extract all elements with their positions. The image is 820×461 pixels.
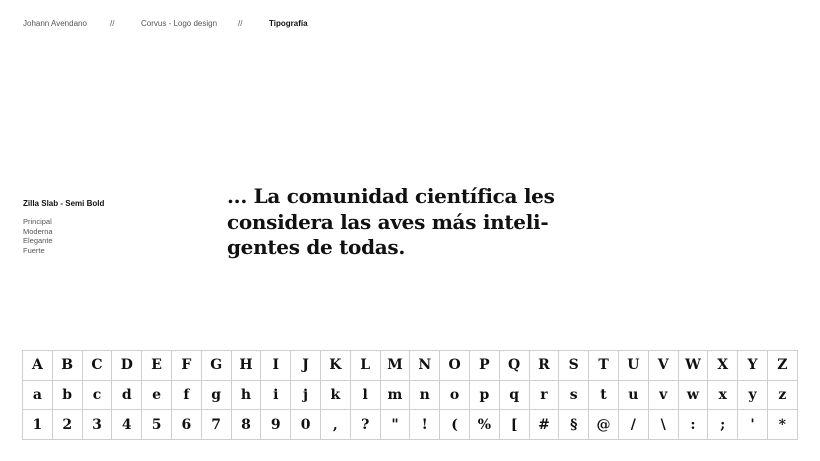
- glyph-cell: H: [232, 351, 262, 381]
- glyph-cell: 2: [53, 410, 83, 440]
- glyph-cell: ,: [321, 410, 351, 440]
- glyph-cell: l: [351, 381, 381, 411]
- glyph-cell: 3: [83, 410, 113, 440]
- glyph-cell: [: [500, 410, 530, 440]
- glyph-cell: 8: [232, 410, 262, 440]
- glyph-cell: ": [381, 410, 411, 440]
- glyph-cell: F: [172, 351, 202, 381]
- glyph-cell: G: [202, 351, 232, 381]
- glyph-cell: C: [83, 351, 113, 381]
- glyph-cell: p: [470, 381, 500, 411]
- glyph-cell: 0: [291, 410, 321, 440]
- glyph-cell: @: [589, 410, 619, 440]
- glyph-cell: *: [768, 410, 798, 440]
- font-trait: Elegante: [23, 236, 53, 245]
- glyph-cell: P: [470, 351, 500, 381]
- glyph-cell: L: [351, 351, 381, 381]
- font-info: [23, 199, 104, 255]
- quote-line: considera las aves más inteli-: [227, 209, 549, 234]
- glyph-cell: Z: [768, 351, 798, 381]
- glyph-cell: J: [291, 351, 321, 381]
- font-trait: Fuerte: [23, 245, 45, 255]
- glyph-cell: k: [321, 381, 351, 411]
- glyph-cell: §: [559, 410, 589, 440]
- glyph-cell: D: [112, 351, 142, 381]
- glyph-cell: X: [708, 351, 738, 381]
- font-trait: Moderna: [23, 226, 53, 236]
- glyph-cell: g: [202, 381, 232, 411]
- glyph-cell: /: [619, 410, 649, 440]
- glyph-cell: :: [679, 410, 709, 440]
- glyph-cell: r: [530, 381, 560, 411]
- glyph-cell: I: [261, 351, 291, 381]
- glyph-cell: Q: [500, 351, 530, 381]
- glyph-cell: 5: [142, 410, 172, 440]
- breadcrumb-separator: //: [110, 19, 115, 28]
- glyph-cell: (: [440, 410, 470, 440]
- glyph-cell: q: [500, 381, 530, 411]
- glyph-cell: %: [470, 410, 500, 440]
- font-trait: Principal: [23, 217, 52, 226]
- glyph-cell: ;: [708, 410, 738, 440]
- glyph-cell: b: [53, 381, 83, 411]
- glyph-cell: W: [679, 351, 709, 381]
- glyph-cell: x: [708, 381, 738, 411]
- glyph-cell: o: [440, 381, 470, 411]
- glyph-cell: w: [679, 381, 709, 411]
- glyph-cell: h: [232, 381, 262, 411]
- glyph-cell: d: [112, 381, 142, 411]
- glyph-cell: M: [381, 351, 411, 381]
- breadcrumb-separator: //: [238, 19, 243, 28]
- breadcrumb-author[interactable]: Johann Avendano: [23, 19, 87, 28]
- glyph-cell: i: [261, 381, 291, 411]
- glyph-cell: 9: [261, 410, 291, 440]
- glyph-cell: O: [440, 351, 470, 381]
- glyph-cell: 7: [202, 410, 232, 440]
- glyph-cell: s: [559, 381, 589, 411]
- glyph-cell: A: [23, 351, 53, 381]
- glyph-grid: [22, 350, 798, 440]
- glyph-cell: R: [530, 351, 560, 381]
- glyph-cell: Y: [738, 351, 768, 381]
- glyph-cell: 1: [23, 410, 53, 440]
- glyph-cell: f: [172, 381, 202, 411]
- glyph-cell: a: [23, 381, 53, 411]
- glyph-cell: y: [738, 381, 768, 411]
- glyph-cell: c: [83, 381, 113, 411]
- glyph-cell: B: [53, 351, 83, 381]
- glyph-cell: V: [649, 351, 679, 381]
- glyph-cell: t: [589, 381, 619, 411]
- glyph-cell: N: [410, 351, 440, 381]
- glyph-cell: ?: [351, 410, 381, 440]
- font-name: Zilla Slab - Semi Bold: [23, 199, 105, 208]
- breadcrumb-project[interactable]: Corvus - Logo design: [141, 19, 218, 28]
- quote-line: ... La comunidad científica les: [227, 184, 555, 208]
- glyph-cell: e: [142, 381, 172, 411]
- glyph-cell: U: [619, 351, 649, 381]
- glyph-cell: T: [589, 351, 619, 381]
- glyph-cell: v: [649, 381, 679, 411]
- glyph-cell: 4: [112, 410, 142, 440]
- glyph-cell: \: [649, 410, 679, 440]
- glyph-cell: #: [530, 410, 560, 440]
- font-traits: [23, 217, 104, 255]
- glyph-cell: ': [738, 410, 768, 440]
- sample-quote: [227, 184, 567, 261]
- glyph-cell: z: [768, 381, 798, 411]
- glyph-cell: j: [291, 381, 321, 411]
- breadcrumb-current: Tipografía: [269, 19, 308, 28]
- glyph-cell: u: [619, 381, 649, 411]
- glyph-cell: E: [142, 351, 172, 381]
- quote-line: gentes de todas.: [227, 235, 406, 259]
- glyph-cell: n: [410, 381, 440, 411]
- glyph-cell: !: [410, 410, 440, 440]
- glyph-cell: K: [321, 351, 351, 381]
- glyph-cell: m: [381, 381, 411, 411]
- glyph-cell: 6: [172, 410, 202, 440]
- glyph-cell: S: [559, 351, 589, 381]
